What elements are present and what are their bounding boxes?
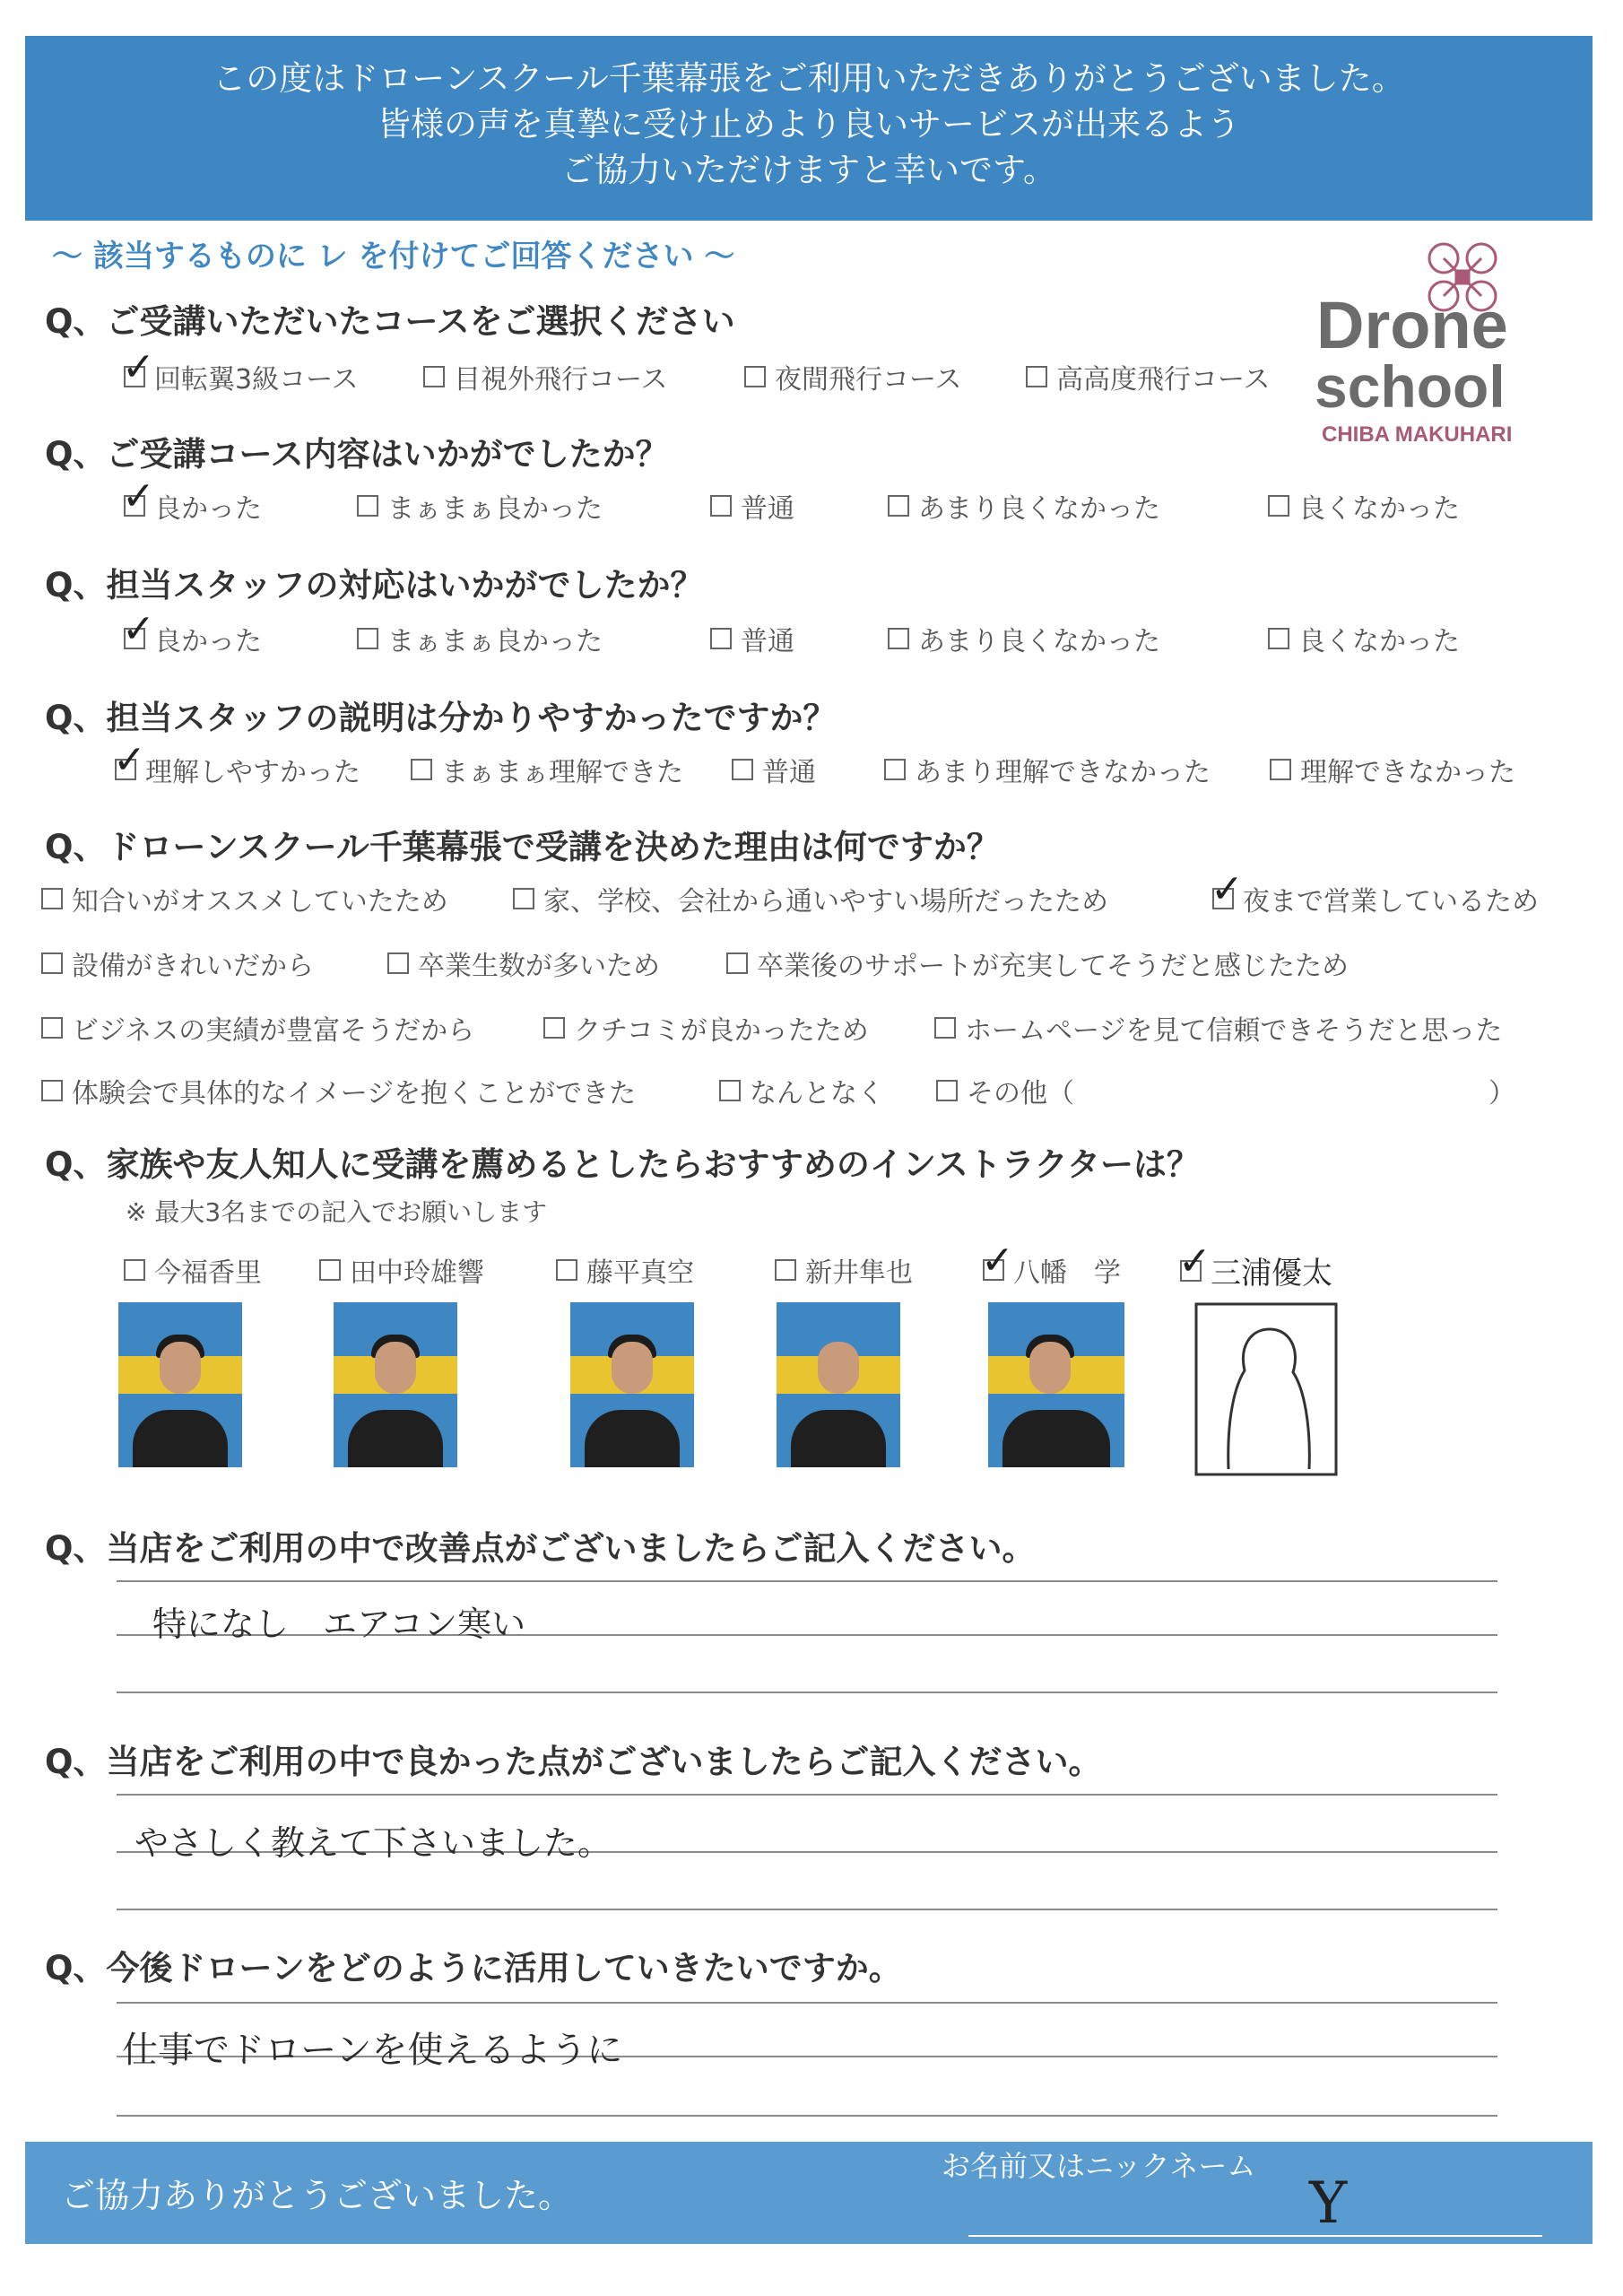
checkbox[interactable] [981,1238,1014,1283]
q5-option-10[interactable] [41,1071,636,1110]
checkbox[interactable] [775,1259,796,1281]
answer-line [117,1580,1497,1582]
option-label: 藤平真空 [586,1257,694,1289]
option-label: 家、学校、会社から通いやすい場所だったため [543,886,1108,918]
checkbox[interactable] [319,1259,341,1281]
q2-option-3[interactable] [710,486,794,526]
instructor-photo-3 [570,1302,694,1467]
option-label: 卒業生数が多いため [418,951,660,982]
q5-option-1[interactable] [41,879,448,918]
question-3: Q、担当スタッフの対応はいかがでしたか？ [45,566,704,604]
question-4: Q、担当スタッフの説明は分かりやすかったですか？ [45,699,837,737]
option-label: 体験会で具体的なイメージを抱くことができた [72,1078,637,1109]
logo-word-drone: Drone [1316,288,1508,362]
check-mark-icon: ✓ [1178,1238,1211,1284]
checkbox[interactable] [1178,1238,1211,1284]
answer-line [117,1909,1497,1910]
logo-subtitle: CHIBA MAKUHARI [1322,422,1513,447]
option-label: 回転翼3級コース [154,364,359,396]
name-field-line [968,2235,1542,2237]
logo-word-school: school [1315,353,1506,420]
q5-option-7[interactable] [41,1008,474,1048]
q5-option-4[interactable] [41,944,314,983]
option-label: 高高度飛行コース [1056,364,1271,396]
q5-option-11[interactable] [719,1071,884,1110]
option-label: 理解しやすかった [145,757,360,788]
question-9: Q、今後ドローンをどのように活用していきたいですか。 [45,1949,902,1987]
q2-option-4[interactable] [888,486,1160,526]
q1-option-3[interactable] [744,357,962,396]
q2-option-5[interactable] [1268,486,1460,526]
checkbox[interactable] [1270,759,1291,780]
checkbox[interactable] [1268,495,1289,517]
check-mark-icon: ✓ [1211,866,1244,912]
check-mark-icon: ✓ [981,1238,1014,1283]
checkbox[interactable] [888,495,909,517]
drone-school-logo [1309,231,1560,456]
checkbox[interactable] [543,1017,565,1039]
question-2: Q、ご受講コース内容はいかがでしたか？ [45,435,669,474]
option-label: ホームページを見て信頼できそうだと思った [965,1015,1503,1047]
instruction-text: ～ 該当するものに レ を付けてご回答ください ～ [52,239,735,274]
question-1: Q、ご受講いただいたコースをご選択ください [45,302,735,341]
checkbox[interactable] [113,737,146,783]
question-5: Q、ドローンスクール千葉幕張で受講を決めた理由は何ですか？ [45,828,1000,866]
hand-drawn-portrait-sketch [1193,1299,1345,1480]
checkbox[interactable] [1268,628,1289,649]
instructor-photo-5 [988,1302,1124,1467]
option-label: あまり良くなかった [918,626,1160,657]
checkbox[interactable] [936,1080,958,1101]
option-label: 普通 [741,493,794,525]
checkbox[interactable] [122,606,155,652]
checkbox[interactable] [41,1017,63,1039]
checkbox[interactable] [423,366,445,387]
q1-option-4[interactable] [1026,357,1271,396]
answer-line [117,1794,1497,1796]
q5-option-6[interactable] [726,944,1349,983]
q3-option-5[interactable] [1268,619,1460,658]
improvement-answer[interactable]: 特になし エアコン寒い [152,1605,526,1644]
option-label: 夜まで営業しているため [1243,886,1539,918]
q5-option-3[interactable] [1211,866,1539,918]
option-label: まぁまぁ理解できた [441,757,683,788]
check-mark-icon: ✓ [122,344,155,390]
name-field-value[interactable]: Y [1309,2170,1348,2237]
q5-option-5[interactable] [387,944,660,983]
good-points-answer[interactable]: やさしく教えて下さいました。 [135,1823,612,1863]
header-banner [25,36,1593,221]
instructor-option-5[interactable] [981,1238,1121,1290]
checkbox[interactable] [357,628,378,649]
header-line-1: この度はドローンスクール千葉幕張をご利用いただきありがとうございました。 [213,59,1405,98]
option-label: 普通 [741,626,794,657]
q4-option-5[interactable] [1270,750,1515,789]
option-label: 理解できなかった [1300,757,1515,788]
question-7: Q、当店をご利用の中で改善点がございましたらご記入ください。 [45,1529,1036,1568]
checkbox[interactable] [732,759,753,780]
option-label: 夜間飛行コース [775,364,962,396]
header-line-2: 皆様の声を真摯に受け止めより良いサービスが出来るよう [378,105,1240,144]
answer-line [117,1692,1497,1693]
option-label: クチコミが良かったため [574,1015,869,1047]
option-label: まぁまぁ良かった [387,493,603,525]
checkbox[interactable] [357,495,378,517]
checkbox[interactable] [41,888,63,909]
answer-line [117,2115,1497,2117]
instructor-photo-4 [777,1302,900,1467]
instructor-option-2[interactable] [319,1250,484,1290]
question-8: Q、当店をご利用の中で良かった点がございましたらご記入ください。 [45,1743,1102,1781]
checkbox[interactable] [888,628,909,649]
option-label: ビジネスの実績が豊富そうだから [72,1015,475,1047]
option-label: 八幡 学 [1013,1257,1121,1289]
option-label: 新井隼也 [805,1257,913,1289]
option-label: 今福香里 [154,1257,262,1289]
option-label: その他（ [967,1078,1074,1109]
checkbox[interactable] [1211,866,1244,912]
checkbox[interactable] [710,495,732,517]
q3-option-1[interactable] [122,606,262,658]
option-label: まぁまぁ良かった [387,626,603,657]
checkbox[interactable] [556,1259,577,1281]
checkbox[interactable] [744,366,766,387]
q5-option-8[interactable] [543,1008,869,1048]
q1-option-1[interactable] [122,344,359,396]
option-label: あまり理解できなかった [915,757,1211,788]
check-mark-icon: ✓ [122,474,155,519]
checkbox[interactable] [884,759,906,780]
q4-option-4[interactable] [884,750,1211,789]
q5-option-2[interactable] [513,879,1108,918]
instructor-option-handwritten[interactable] [1178,1238,1332,1292]
future-use-answer[interactable]: 仕事でドローンを使えるように [122,2030,623,2071]
option-label: 良くなかった [1298,493,1460,525]
option-label: あまり良くなかった [918,493,1160,525]
checkbox[interactable] [124,1259,145,1281]
checkbox[interactable] [1026,366,1047,387]
checkbox[interactable] [934,1017,956,1039]
checkbox[interactable] [710,628,732,649]
check-mark-icon: ✓ [113,737,146,783]
checkbox[interactable] [513,888,534,909]
instructor-note: ※ 最大3名までの記入でお願いします [126,1197,548,1227]
name-field-label: お名前又はニックネーム [942,2149,1256,2183]
handwritten-instructor-name: 三浦優太 [1211,1256,1332,1292]
answer-line [117,2002,1497,2004]
q5-option-9[interactable] [934,1008,1502,1048]
option-label: 良くなかった [1298,626,1460,657]
instructor-option-3[interactable] [556,1250,694,1290]
q4-option-1[interactable] [113,737,360,789]
checkbox[interactable] [411,759,432,780]
option-label: 設備がきれいだから [72,951,314,982]
q2-option-1[interactable] [122,474,262,526]
option-label: 知合いがオススメしていたため [72,886,448,918]
checkbox[interactable] [41,952,63,974]
option-label: 田中玲雄響 [350,1257,484,1289]
option-label: 卒業後のサポートが充実してそうだと感じたため [757,951,1349,982]
option-label: なんとなく [750,1078,884,1109]
q3-option-4[interactable] [888,619,1160,658]
q3-option-3[interactable] [710,619,794,658]
instructor-photo-1 [118,1302,242,1467]
checkbox[interactable] [41,1080,63,1101]
option-label: 良かった [154,493,262,525]
checkbox[interactable] [726,952,748,974]
q5-other-close-paren: ） [1488,1078,1515,1109]
option-label: 良かった [154,626,262,657]
q1-option-2[interactable] [423,357,668,396]
q4-option-3[interactable] [732,750,816,789]
instructor-option-4[interactable] [775,1250,913,1290]
instructor-photo-2 [334,1302,457,1467]
question-6: Q、家族や友人知人に受講を薦めるとしたらおすすめのインストラクターは？ [45,1145,1200,1184]
option-label: 普通 [762,757,816,788]
option-label: 目視外飛行コース [454,364,668,396]
checkbox[interactable] [719,1080,741,1101]
q2-option-2[interactable] [357,486,603,526]
q4-option-2[interactable] [411,750,683,789]
checkbox[interactable] [387,952,409,974]
q3-option-2[interactable] [357,619,603,658]
checkbox[interactable] [122,344,155,390]
check-mark-icon: ✓ [122,606,155,652]
header-line-3: ご協力いただけますと幸いです。 [560,151,1057,189]
q5-option-12[interactable] [936,1071,1074,1110]
instructor-option-1[interactable] [124,1250,262,1290]
checkbox[interactable] [122,474,155,519]
footer-thanks: ご協力ありがとうございました。 [61,2176,573,2215]
